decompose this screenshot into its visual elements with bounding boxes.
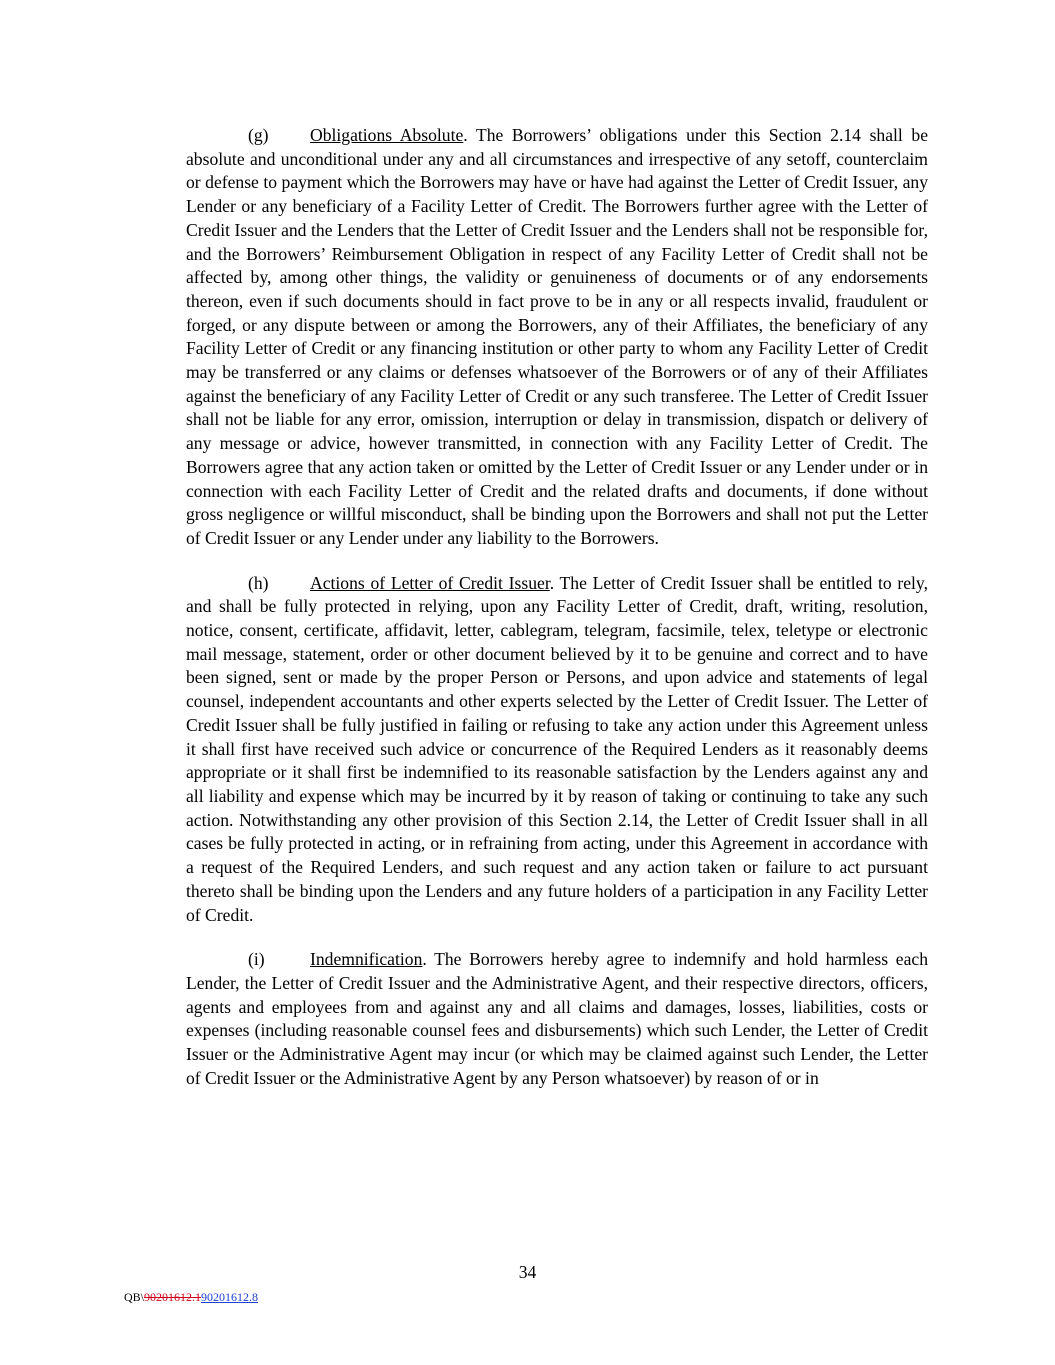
paragraph-h bbox=[186, 572, 928, 928]
paragraph-text: . The Letter of Credit Issuer shall be entitled to rely, and shall be fully protected in relying, upon any Facility Letter of Credit, draft, writing, resolution, notice, consent, certificate, affidavit, letter, cablegram, telegram, facsimile, telex, teletype or electronic mail message, statement, order or other document believed by it to be genuine and correct and to have been signed, sent or made by the proper Person or Persons, and upon advice and statements of legal counsel, independent accountants and other experts selected by the Letter of Credit Issuer. The Letter of Credit Issuer shall be fully justified in failing or refusing to take any action under this Agreement unless it shall first have received such advice or concurrence of the Required Lenders as it reasonably deems appropriate or it shall first be indemnified to its reasonable satisfaction by the Lenders against any and all liability and expense which may be incurred by it by reason of taking or continuing to take any such action. Notwithstanding any other provision of this Section 2.14, the Letter of Credit Issuer shall in all cases be fully protected in acting, or in refraining from acting, under this Agreement in accordance with a request of the Required Lenders, and such request and any action taken or failure to act pursuant thereto shall be binding upon the Lenders and any future holders of a participation in any Facility Letter of Credit. bbox=[186, 572, 928, 925]
paragraph-i bbox=[186, 948, 928, 1090]
paragraph-heading: Obligations Absolute bbox=[310, 125, 464, 145]
document-id bbox=[124, 1290, 258, 1305]
paragraph-text: . The Borrowers’ obligations under this Section 2.14 shall be absolute and unconditional under any and all circumstances and irrespective of any setoff, counterclaim or defense to payment which the Borrowers may have or have had against the Letter of Credit Issuer, any Lender or any beneficiary of a Facility Letter of Credit. The Borrowers further agree with the Letter of Credit Issuer and the Lenders that the Letter of Credit Issuer and the Lenders shall not be responsible for, and the Borrowers’ Reimbursement Obligation in respect of any Facility Letter of Credit shall not be affected by, among other things, the validity or genuineness of documents or of any endorsements thereon, even if such documents should in fact prove to be in any or all respects invalid, fraudulent or forged, or any dispute between or among the Borrowers, any of their Affiliates, the beneficiary of any Facility Letter of Credit or any financing institution or other party to whom any Facility Letter of Credit may be transferred or any claims or defenses whatsoever of the Borrowers or of any of their Affiliates against the beneficiary of any Facility Letter of Credit or any such transferee. The Letter of Credit Issuer shall not be liable for any error, omission, interruption or delay in transmission, dispatch or delivery of any message or advice, however transmitted, in connection with any Facility Letter of Credit. The Borrowers agree that any action taken or omitted by the Letter of Credit Issuer or any Lender under or in connection with each Facility Letter of Credit and the related drafts and documents, if done without gross negligence or willful misconduct, shall be binding upon the Borrowers and shall not put the Letter of Credit Issuer or any Lender under any liability to the Borrowers. bbox=[186, 125, 928, 548]
document-id-deleted: 90201612.1 bbox=[144, 1290, 202, 1304]
document-id-inserted: 90201612.8 bbox=[201, 1290, 259, 1304]
document-id-prefix: QB\ bbox=[124, 1290, 145, 1304]
paragraph-g bbox=[186, 124, 928, 551]
paragraph-heading: Actions of Letter of Credit Issuer bbox=[310, 572, 550, 593]
paragraph-heading: Indemnification bbox=[310, 949, 423, 970]
paragraph-marker: (h) bbox=[248, 572, 269, 593]
paragraph-marker: (g) bbox=[248, 125, 269, 145]
paragraph-marker: (i) bbox=[248, 949, 265, 970]
document-body bbox=[186, 124, 928, 1111]
paragraph-text: . The Borrowers hereby agree to indemnify and hold harmless each Lender, the Letter of Credit Issuer and the Administrative Agent, and their respective directors, officers, agents and employees from and against any and all claims and damages, losses, liabilities, costs or expenses (including reasonable counsel fees and disbursements) which such Lender, the Letter of Credit Issuer or the Administrative Agent may incur (or which may be claimed against such Lender, the Letter of Credit Issuer or the Administrative Agent by any Person whatsoever) by reason of or in bbox=[186, 949, 928, 1088]
page-number: 34 bbox=[518, 1262, 537, 1282]
